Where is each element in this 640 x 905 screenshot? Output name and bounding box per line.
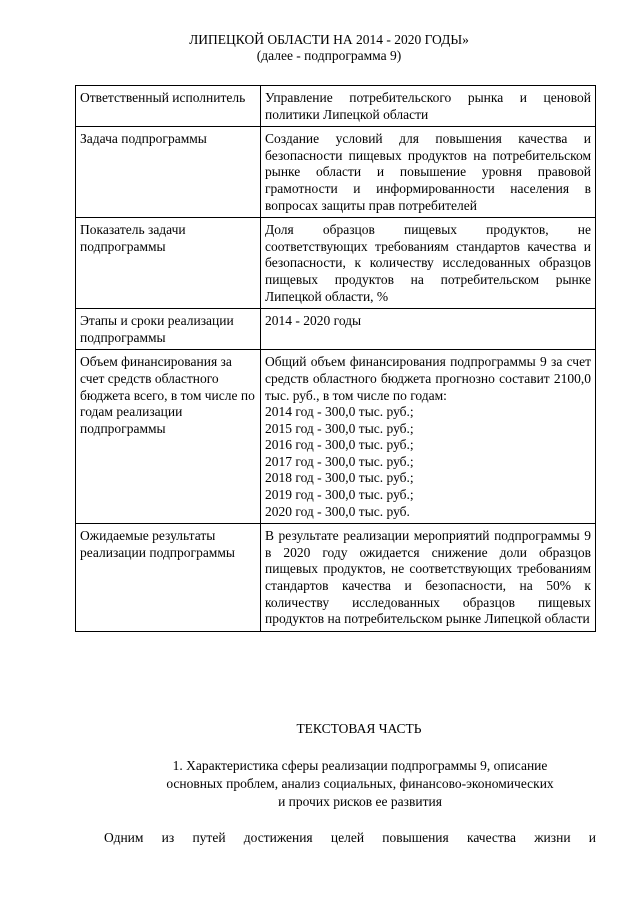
subprogram-title-line: ЛИПЕЦКОЙ ОБЛАСТИ НА 2014 - 2020 ГОДЫ» [189,32,469,47]
subprogram-title-note: (далее - подпрограмма 9) [256,48,402,63]
table-row [76,350,596,524]
table-row [76,309,596,350]
financing-year-2014: 2014 год - 300,0 тыс. руб.; [265,404,414,420]
row-value-task: Создание условий для повышения качества и безопасности пищевых продуктов на потребительском рынке области и повышение уровня правовой грамотности и информированности населения в вопросах защиты прав потребителей [261,127,596,218]
subsection-heading-line: и прочих рисков ее развития [278,794,442,809]
table-row [76,86,596,127]
row-value-stages: 2014 - 2020 годы [261,309,596,350]
row-label-indicator: Показатель задачи подпрограммы [76,218,261,309]
row-label-stages: Этапы и сроки реализации подпрограммы [76,309,261,350]
row-label-results: Ожидаемые результаты реализации подпрограммы [76,524,261,632]
row-label-task: Задача подпрограммы [76,127,261,218]
row-value-financing [261,350,596,524]
financing-year-2016: 2016 год - 300,0 тыс. руб.; [265,437,414,453]
financing-year-2019: 2019 год - 300,0 тыс. руб.; [265,487,414,503]
row-label-responsible: Ответственный исполнитель [76,86,261,127]
financing-year-2015: 2015 год - 300,0 тыс. руб.; [265,420,414,436]
financing-summary: Общий объем финансирования подпрограммы 9 за счет средств областного бюджета прогнозно составит 2100,0 тыс. руб., в том числе по годам: [265,354,591,403]
financing-year-2018: 2018 год - 300,0 тыс. руб.; [265,470,414,486]
row-value-results: В результате реализации мероприятий подпрограммы 9 в 2020 году ожидается снижение доли образцов пищевых продуктов, не соответствующих требованиям стандартов качества и безопасности, на 50% к количеству исследованных образцов пищевых продуктов на потребительском рынке Липецкой области [261,524,596,632]
row-value-indicator: Доля образцов пищевых продуктов, не соответствующих требованиям стандартов качества и безопасности, к количеству исследованных образцов пищевых продуктов на потребительском рынке Липецкой области, % [261,218,596,309]
table-row [76,524,596,632]
subsection-heading-line: основных проблем, анализ социальных, финансово-экономических [166,776,554,791]
subprogram-passport-table [75,85,596,632]
subsection-heading-line: 1. Характеристика сферы реализации подпрограммы 9, описание [172,758,548,773]
financing-year-2017: 2017 год - 300,0 тыс. руб.; [265,453,414,469]
text-part-title: ТЕКСТОВАЯ ЧАСТЬ [296,721,422,736]
row-label-financing: Объем финансирования за счет средств областного бюджета всего, в том числе по годам реализации подпрограммы [76,350,261,524]
table-row [76,218,596,309]
subsection-heading [80,757,640,811]
financing-year-2020: 2020 год - 300,0 тыс. руб. [265,503,410,519]
body-paragraph: Одним из путей достижения целей повышения качества жизни и [104,830,596,845]
table-row [76,127,596,218]
row-value-responsible: Управление потребительского рынка и ценовой политики Липецкой области [261,86,596,127]
